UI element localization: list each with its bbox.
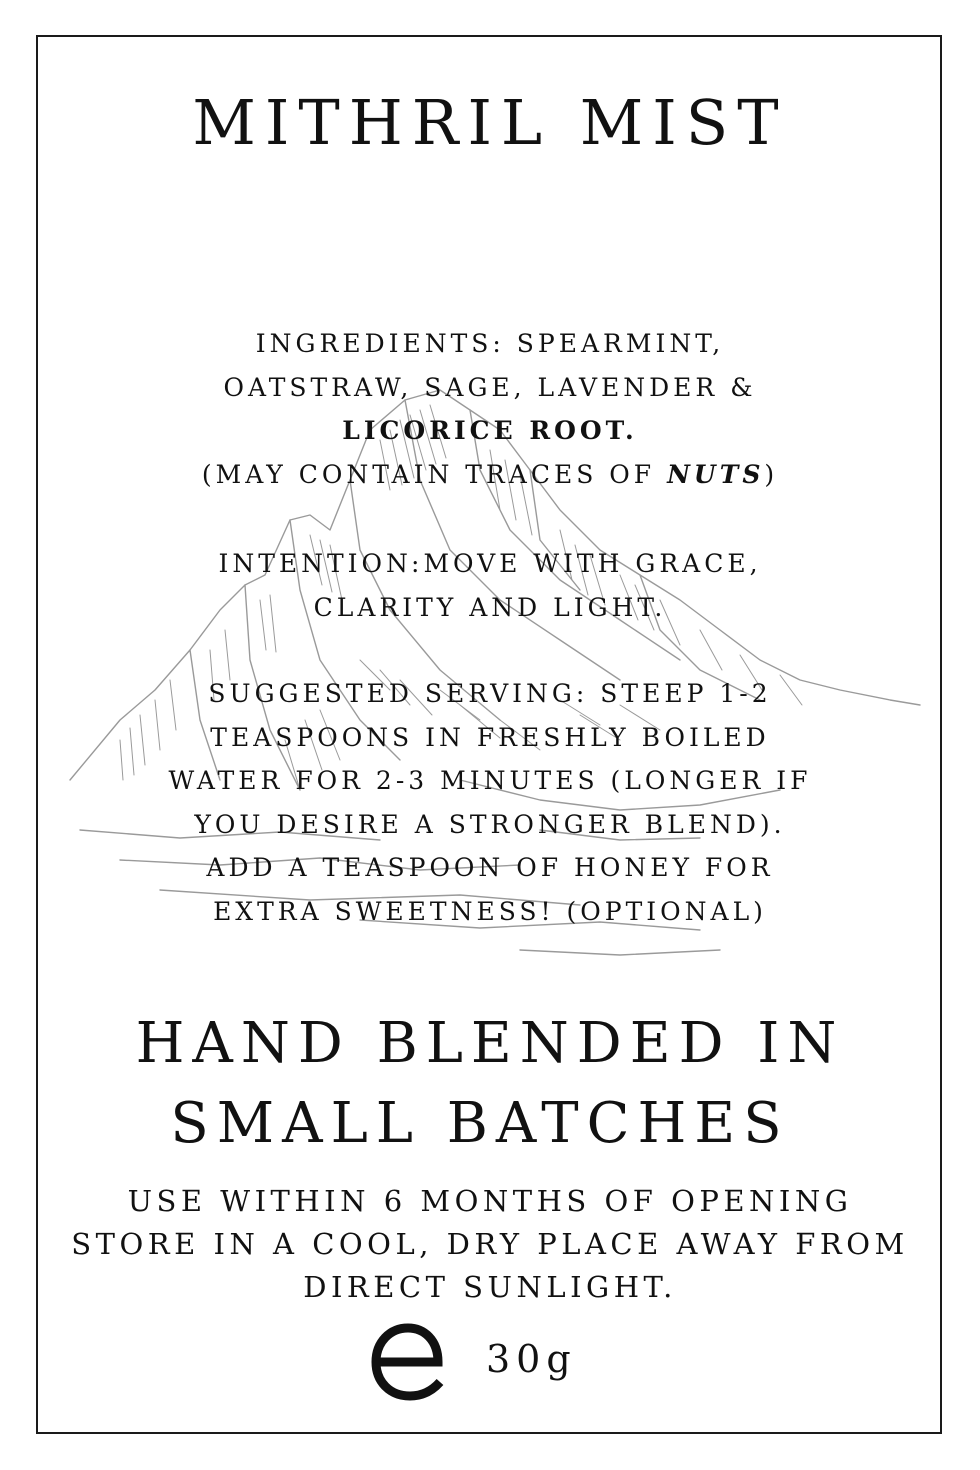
estimated-sign-icon [368,1322,450,1402]
serving-line: YOU DESIRE A STRONGER BLEND). [194,809,786,839]
net-weight: 30g [486,1337,577,1381]
storage-line: DIRECT SUNLIGHT. [303,1270,677,1304]
allergen-note [0,453,980,497]
allergen-suffix: ) [764,459,779,489]
allergen-prefix: (MAY CONTAIN TRACES OF [201,459,668,489]
allergen-emphasis: NUTS [667,459,765,489]
intention-line: INTENTION:MOVE WITH GRACE, [218,549,762,578]
storage-line: USE WITHIN 6 MONTHS OF OPENING [127,1184,853,1218]
ingredients-line: OATSTRAW, SAGE, LAVENDER & [223,372,757,402]
serving-line: WATER FOR 2-3 MINUTES (LONGER IF [168,766,812,795]
intention-line: CLARITY AND LIGHT. [313,592,667,622]
serving-line: TEASPOONS IN FRESHLY BOILED [210,722,770,752]
serving-line: ADD A TEASPOON OF HONEY FOR [206,853,774,882]
hand-blended-headline [0,1004,980,1164]
ingredients-line: LICORICE ROOT. [342,416,638,445]
product-title: MITHRIL MIST [192,86,788,159]
headline-line: SMALL BATCHES [170,1091,790,1156]
storage-instructions [0,1180,980,1309]
serving-line: SUGGESTED SERVING: STEEP 1-2 [208,679,772,708]
headline-line: HAND BLENDED IN [135,1011,845,1076]
serving-line: EXTRA SWEETNESS! (OPTIONAL) [213,896,767,926]
serving-section [0,672,980,933]
ingredients-line: INGREDIENTS: SPEARMINT, [255,329,725,358]
intention-section [0,542,980,629]
storage-line: STORE IN A COOL, DRY PLACE AWAY FROM [71,1227,909,1261]
ingredients-section [0,322,980,496]
